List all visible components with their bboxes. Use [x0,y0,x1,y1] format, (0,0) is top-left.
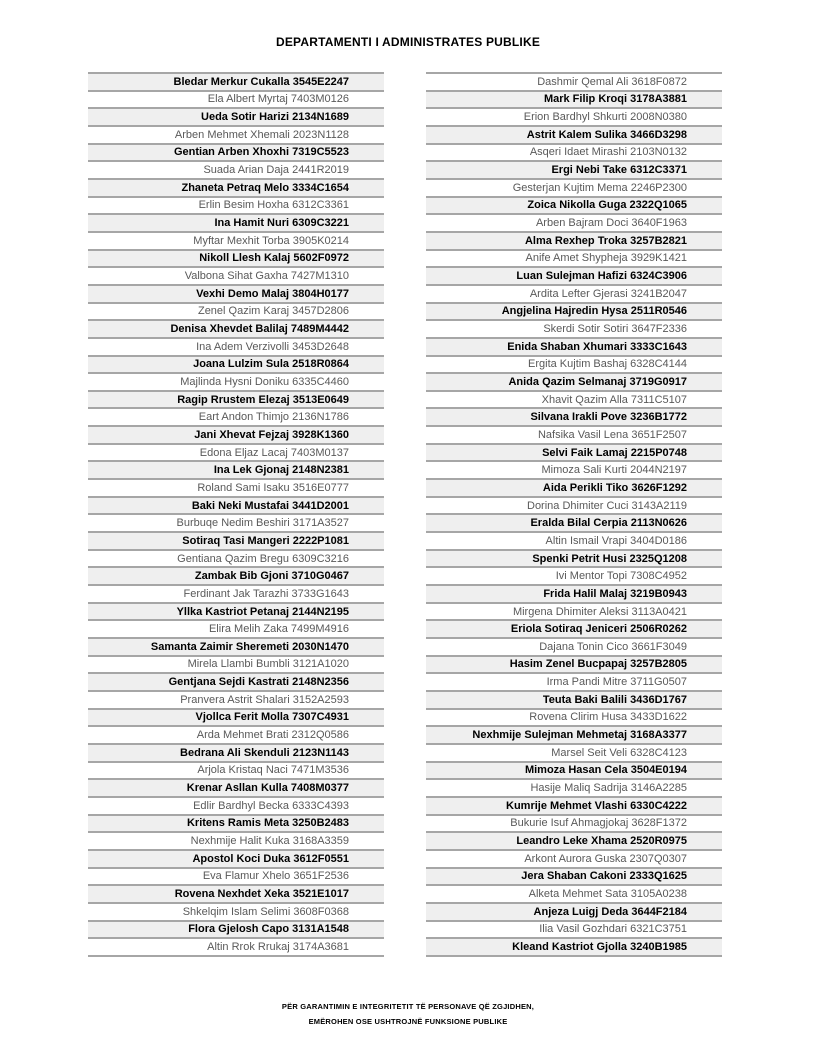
list-item: Irma Pandi Mitre 3711G0507 [426,672,722,690]
list-item: Angjelina Hajredin Hysa 2511R0546 [426,302,722,320]
list-item: Mark Filip Kroqi 3178A3881 [426,90,722,108]
list-item: Arkont Aurora Guska 2307Q0307 [426,849,722,867]
list-item: Baki Neki Mustafai 3441D2001 [88,496,384,514]
list-item: Jani Xhevat Fejzaj 3928K1360 [88,425,384,443]
list-item: Nikoll Llesh Kalaj 5602F0972 [88,249,384,267]
list-item: Mirela Llambi Bumbli 3121A1020 [88,655,384,673]
list-item: Ela Albert Myrtaj 7403M0126 [88,90,384,108]
list-item: Shkelqim Islam Selimi 3608F0368 [88,902,384,920]
list-item: Nafsika Vasil Lena 3651F2507 [426,425,722,443]
list-item: Valbona Sihat Gaxha 7427M1310 [88,266,384,284]
list-item: Ilia Vasil Gozhdari 6321C3751 [426,920,722,938]
list-item: Gentian Arben Xhoxhi 7319C5523 [88,143,384,161]
list-item: Myftar Mexhit Torba 3905K0214 [88,231,384,249]
list-item: Nexhmije Sulejman Mehmetaj 3168A3377 [426,725,722,743]
list-item: Erion Bardhyl Shkurti 2008N0380 [426,107,722,125]
list-item: Jera Shaban Cakoni 2333Q1625 [426,867,722,885]
list-item: Yllka Kastriot Petanaj 2144N2195 [88,602,384,620]
list-item: Mimoza Sali Kurti 2044N2197 [426,460,722,478]
list-item: Eva Flamur Xhelo 3651F2536 [88,867,384,885]
list-item: Eralda Bilal Cerpia 2113N0626 [426,513,722,531]
names-column-left [88,72,384,957]
list-item: Dorina Dhimiter Cuci 3143A2119 [426,496,722,514]
list-item: Samanta Zaimir Sheremeti 2030N1470 [88,637,384,655]
list-item: Luan Sulejman Hafizi 6324C3906 [426,266,722,284]
list-item: Denisa Xhevdet Balilaj 7489M4442 [88,319,384,337]
list-item: Arben Mehmet Xhemali 2023N1128 [88,125,384,143]
list-item: Ina Lek Gjonaj 2148N2381 [88,460,384,478]
list-item: Gentiana Qazim Bregu 6309C3216 [88,549,384,567]
list-item: Marsel Seit Veli 6328C4123 [426,743,722,761]
list-item: Suada Arian Daja 2441R2019 [88,160,384,178]
list-item: Edona Eljaz Lacaj 7403M0137 [88,443,384,461]
footer-line-1: PËR GARANTIMIN E INTEGRITETIT TË PERSONAVE QË ZGJIDHEN, [281,1002,535,1011]
list-item: Hasim Zenel Bucpapaj 3257B2805 [426,655,722,673]
list-item: Kumrije Mehmet Vlashi 6330C4222 [426,796,722,814]
list-item: Gesterjan Kujtim Mema 2246P2300 [426,178,722,196]
list-item: Eriola Sotiraq Jeniceri 2506R0262 [426,619,722,637]
list-item: Nexhmije Halit Kuka 3168A3359 [88,831,384,849]
page-title: DEPARTAMENTI I ADMINISTRATES PUBLIKE [275,35,541,49]
list-item: Bukurie Isuf Ahmagjokaj 3628F1372 [426,814,722,832]
list-item: Gentjana Sejdi Kastrati 2148N2356 [88,672,384,690]
list-item: Edlir Bardhyl Becka 6333C4393 [88,796,384,814]
footer-note [0,999,816,1029]
list-item: Krenar Asllan Kulla 7408M0377 [88,778,384,796]
list-item: Ragip Rrustem Elezaj 3513E0649 [88,390,384,408]
list-item: Asqeri Idaet Mirashi 2103N0132 [426,143,722,161]
list-item: Spenki Petrit Husi 2325Q1208 [426,549,722,567]
list-item: Astrit Kalem Sulika 3466D3298 [426,125,722,143]
list-item: Aida Perikli Tiko 3626F1292 [426,478,722,496]
list-item: Altin Ismail Vrapi 3404D0186 [426,531,722,549]
list-item: Mimoza Hasan Cela 3504E0194 [426,761,722,779]
list-item: Arda Mehmet Brati 2312Q0586 [88,725,384,743]
list-item: Dajana Tonin Cico 3661F3049 [426,637,722,655]
list-item: Alketa Mehmet Sata 3105A0238 [426,884,722,902]
list-item: Ueda Sotir Harizi 2134N1689 [88,107,384,125]
list-item: Roland Sami Isaku 3516E0777 [88,478,384,496]
list-item: Ergita Kujtim Bashaj 6328C4144 [426,355,722,373]
list-item: Skerdi Sotir Sotiri 3647F2336 [426,319,722,337]
list-item: Kritens Ramis Meta 3250B2483 [88,814,384,832]
list-item: Majlinda Hysni Doniku 6335C4460 [88,372,384,390]
list-item: Hasije Maliq Sadrija 3146A2285 [426,778,722,796]
list-item: Arben Bajram Doci 3640F1963 [426,213,722,231]
list-item: Pranvera Astrit Shalari 3152A2593 [88,690,384,708]
list-item: Mirgena Dhimiter Aleksi 3113A0421 [426,602,722,620]
list-item: Silvana Irakli Pove 3236B1772 [426,407,722,425]
list-item: Zenel Qazim Karaj 3457D2806 [88,302,384,320]
list-item: Erlin Besim Hoxha 6312C3361 [88,196,384,214]
list-item: Selvi Faik Lamaj 2215P0748 [426,443,722,461]
list-item: Apostol Koci Duka 3612F0551 [88,849,384,867]
list-item: Flora Gjelosh Capo 3131A1548 [88,920,384,938]
list-item: Bledar Merkur Cukalla 3545E2247 [88,72,384,90]
list-item: Alma Rexhep Troka 3257B2821 [426,231,722,249]
list-item: Joana Lulzim Sula 2518R0864 [88,355,384,373]
list-item: Ivi Mentor Topi 7308C4952 [426,566,722,584]
list-item: Rovena Nexhdet Xeka 3521E1017 [88,884,384,902]
list-item: Ergi Nebi Take 6312C3371 [426,160,722,178]
list-item: Vjollca Ferit Molla 7307C4931 [88,708,384,726]
list-item: Ardita Lefter Gjerasi 3241B2047 [426,284,722,302]
list-item: Bedrana Ali Skenduli 2123N1143 [88,743,384,761]
list-item: Arjola Kristaq Naci 7471M3536 [88,761,384,779]
list-item: Sotiraq Tasi Mangeri 2222P1081 [88,531,384,549]
list-item: Kleand Kastriot Gjolla 3240B1985 [426,937,722,955]
list-item: Elira Melih Zaka 7499M4916 [88,619,384,637]
list-item: Frida Halil Malaj 3219B0943 [426,584,722,602]
list-item: Xhavit Qazim Alla 7311C5107 [426,390,722,408]
list-item: Anife Amet Shypheja 3929K1421 [426,249,722,267]
list-item: Leandro Leke Xhama 2520R0975 [426,831,722,849]
list-item: Ferdinant Jak Tarazhi 3733G1643 [88,584,384,602]
list-item: Zhaneta Petraq Melo 3334C1654 [88,178,384,196]
list-item: Altin Rrok Rrukaj 3174A3681 [88,937,384,955]
list-item: Anida Qazim Selmanaj 3719G0917 [426,372,722,390]
list-item: Enida Shaban Xhumari 3333C1643 [426,337,722,355]
list-item: Burbuqe Nedim Beshiri 3171A3527 [88,513,384,531]
list-item: Zoica Nikolla Guga 2322Q1065 [426,196,722,214]
list-item: Dashmir Qemal Ali 3618F0872 [426,72,722,90]
footer-line-2: EMËROHEN OSE USHTROJNË FUNKSIONE PUBLIKE [308,1017,508,1026]
list-item: Anjeza Luigj Deda 3644F2184 [426,902,722,920]
list-item: Zambak Bib Gjoni 3710G0467 [88,566,384,584]
list-item: Teuta Baki Balili 3436D1767 [426,690,722,708]
list-item: Ina Hamit Nuri 6309C3221 [88,213,384,231]
list-item: Ina Adem Verzivolli 3453D2648 [88,337,384,355]
list-item: Eart Andon Thimjo 2136N1786 [88,407,384,425]
list-item: Vexhi Demo Malaj 3804H0177 [88,284,384,302]
list-item: Rovena Clirim Husa 3433D1622 [426,708,722,726]
names-column-right [426,72,722,957]
